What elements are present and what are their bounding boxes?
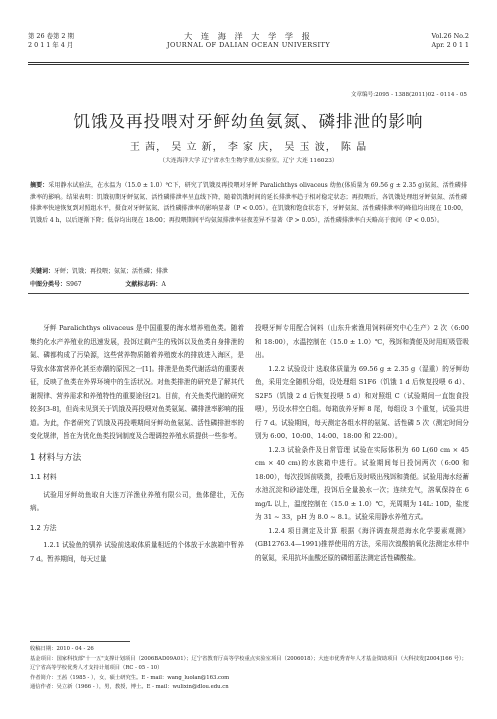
volume-issue: 第 26 卷第 2 期 [28, 32, 74, 40]
abstract-label: 摘要： [30, 182, 49, 189]
running-header [28, 32, 469, 62]
journal-name-en: JOURNAL OF DALIAN OCEAN UNIVERSITY [166, 41, 331, 49]
abstract-text: 采用静水试验法，在水温为（15.0 ± 1.0）℃下，研究了饥饿及再投喂对牙鲆 Paralichthys olivaceus 幼鱼(体质量为 69.56 g ± 2.35 g)氨氮、活性磷排泄率的影响。结果表明：饥饿初期牙鲆氨氮、活性磷排泄率呈直线下降，随着饥饿时间的延长排泄率趋于相对稳定状态；再投喂后，各饥饿处理组牙鲆氨氮、活性磷排泄率快速恢复到对照组水平，摄食对牙鲆氨氮、活性磷排泄率的影响显著（P < 0.05）。在饥饿和饱食状态下，牙鲆氨氮、活性磷排泄率的峰值均出现在 10:00，饥饿后 4 h，以后逐渐下降；低谷均出现在 18:00；再投喂期间平均氨氮排泄率昼夜差异不显著（P > 0.05），活性磷排泄率白天略高于夜间（P < 0.05）。 [30, 182, 467, 224]
section-separator [28, 293, 469, 294]
keywords-label: 关键词： [30, 268, 55, 275]
header-rule [28, 62, 469, 63]
journal-name-cn: 大 连 海 洋 大 学 学 报 [184, 31, 313, 41]
footnote-rule [30, 641, 130, 642]
method-paragraph-1: 1.2.1 试验鱼的驯养 试验前选取体质量相近的个体放于水族箱中暂养 7 d。暂养期间，每天过量 [30, 541, 244, 563]
classification [30, 279, 467, 288]
volume-issue-en: Vol.26 No.2 [431, 32, 469, 40]
journal-name [28, 32, 469, 50]
affiliation: （大连海洋大学 辽宁省水生生物学重点实验室，辽宁 大连 116023） [159, 158, 338, 164]
doc-code-value: A [161, 281, 166, 288]
method-paragraph-4: 1.2.4 项目测定及计算 根据《海洋调查规范海水化学要素观测》(GB12763.4—1991)推荐使用的方法，采用次溴酸钠氧化法测定水样中的氨氮，采用抗坏血酸还原的磷钼蓝法测定活性磷酸盐。 [255, 526, 469, 562]
materials-paragraph: 试验用牙鲆幼鱼取自大连万洋渔业养殖有限公司，鱼体健壮，无伤病。 [30, 490, 244, 512]
corresponding-author: 通信作者：吴立新（1966 - ），男，教授，博士。E - mail：wulixin@dlou.edu.cn [30, 684, 229, 690]
footnotes [30, 645, 467, 693]
clc-label: 中图分类号： [30, 281, 67, 288]
author-bio: 作者简介：王茜（1985 - ），女，硕士研究生。E - mail：wang_luolan@163.com [30, 674, 230, 681]
right-column [255, 322, 469, 565]
left-column [30, 322, 244, 566]
section-heading-methods: 1 材料与方法 [30, 452, 82, 463]
intro-paragraph: 牙鲆 Paralichthys olivaceus 是中国重要的海水增养殖鱼类。随着集约化水产养殖业的迅速发展，投饵过剩产生的残饵以及鱼类自身排泄的氮、磷都构成了污染源，这些营养物质随着养殖废水的排放进入海区，是导致水体富营养化甚至赤潮的原因之一[1]。排泄是鱼类代谢活动的重要表征，反映了鱼类在外界环境中的生活状况。对鱼类排泄的研究是了解其代谢规律、营养需求和养殖特性的重要途径[2]。目前，有关鱼类代谢的研究较多[3-8]，但尚未见到关于饥饿及再投喂对鱼类氨氮、磷排泄率影响的报道。为此，作者研究了饥饿及再投喂期间牙鲆幼鱼氨氮、活性磷排泄率的变化规律，旨在为优化鱼类投饲制度及合理调控养殖水质提供一些参考。 [30, 324, 244, 440]
keywords-text: 牙鲆；饥饿；再投喂；氨氮；活性磷；排泄 [54, 268, 169, 275]
keywords [30, 266, 467, 275]
received-date: 收稿日期：2010 - 04 - 26 [30, 646, 94, 652]
issue-date: 2 0 1 1 年 4 月 [28, 41, 74, 49]
abstract [30, 180, 467, 226]
volume-info-en [431, 32, 469, 50]
method-paragraph-cont: 投喂牙鲆专用配合饲料（山东升索渔用饲料研究中心生产）2 次（6:00 和 18:00），水温控制在（15.0 ± 1.0）℃，残饵和粪便及时用虹吸管吸出。 [255, 324, 469, 359]
article-number: 文章编号:2095 - 1388(2011)02 - 0114 - 05 [350, 92, 467, 98]
clc-value: S967 [66, 281, 82, 288]
author-list: 王 茜， 吴 立 新， 李 家 庆， 吴 玉 波， 陈 晶 [129, 142, 368, 153]
subsection-heading-materials: 1.1 材料 [30, 473, 57, 481]
issue-date-en: Apr. 2 0 1 1 [431, 41, 469, 49]
subsection-heading-methods: 1.2 方法 [30, 523, 57, 532]
method-paragraph-2: 1.2.2 试验设计 选取体质量为 69.56 g ± 2.35 g（湿重）的牙鲆幼鱼，采用完全随机分组，设处理组 S1F6（饥饿 1 d 后恢复投喂 6 d）、S2F5（饥饿 2 d 后恢复投喂 5 d）和对照组 C（试验期间一直饱食投喂），另设水样空白组。每箱放养牙鲆 8 尾，每组设 3 个重复，试验共进行 7 d。试验期间，每天测定各组水样的氨氮、活性磷 5 次（测定时间分别为 6:00、10:00、14:00、18:00 和 22:00）。 [255, 364, 469, 440]
paper-title: 饥饿及再投喂对牙鲆幼鱼氨氮、磷排泄的影响 [73, 112, 424, 131]
doc-code-label: 文献标志码： [125, 281, 162, 288]
method-paragraph-3: 1.2.3 试验条件及日常管理 试验在实际体积为 60 L(60 cm × 45 cm × 40 cm)的水族箱中进行。试验期间每日投饲两次（6:00 和 18:00），每次投饵前吸粪，投喂后及时吸出残饵和粪便。试验用海水经蓄水池沉淀和砂滤处理，投饵后全量换水一次；连续充气，溶氧保持在 6 mg/L 以上，温度控制在（15.0 ± 1.0）℃，光周期为 14L: 10D，盐度为 31 ~ 33，pH 为 8.0 ~ 8.1。试验采用静水养殖方式。 [255, 445, 469, 521]
header-rule-thin [28, 64, 469, 65]
funding-note: 基金项目：国家科技部"十一五"支撑计划项目（2006BAD09A01）；辽宁省教育厅高等学校重点实验室项目（2006018）；大连市优秀青年人才基金资助项目（大科技发[2004]166 号）；辽宁省高等学校优秀人才支持计划项目（RC - 05 - 10） [30, 655, 467, 671]
